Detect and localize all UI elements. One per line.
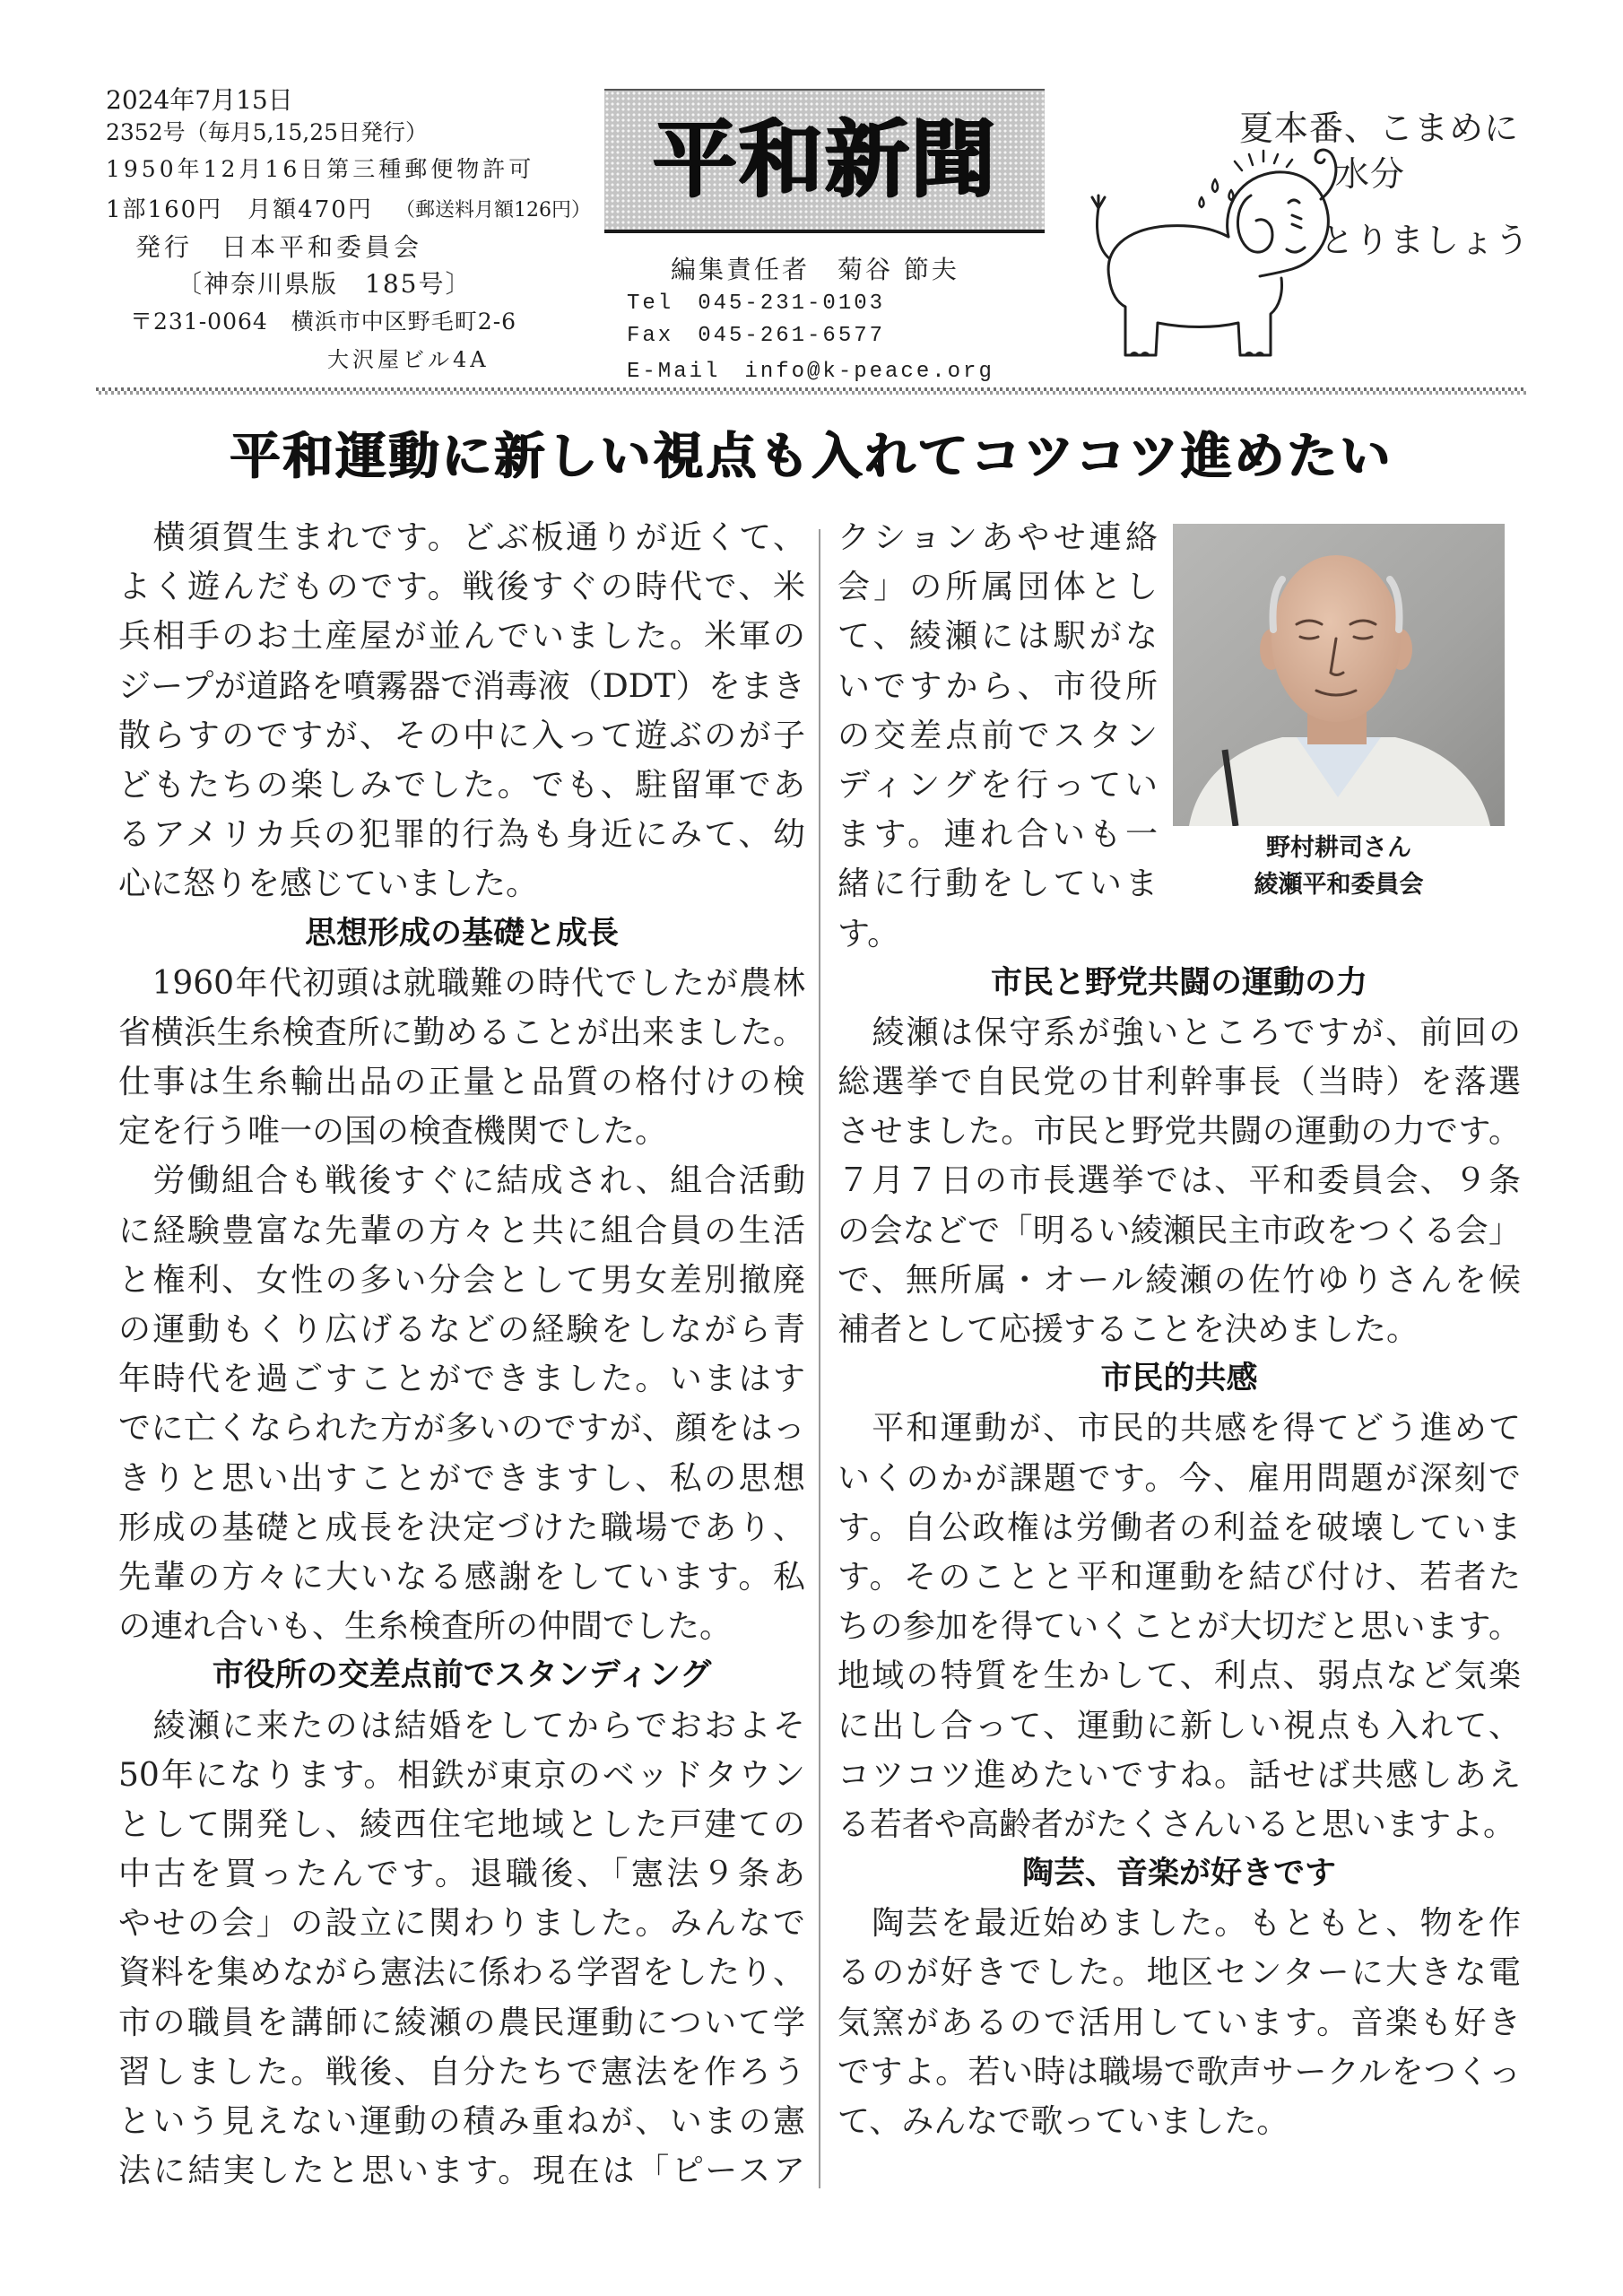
postal-permit: 1950年12月16日第三種郵便物許可: [106, 156, 535, 182]
section-heading: 市役所の交差点前でスタンディング: [212, 1657, 712, 1694]
publisher: 発行 日本平和委員会: [135, 232, 423, 262]
body-line: 中古を買ったんです。退職後、「憲法９条あ: [118, 1856, 805, 1893]
body-line: 年時代を過ごすことができました。いまはす: [118, 1361, 805, 1398]
fax: Fax 045-261-6577: [627, 324, 886, 348]
body-line: 法に結実したと思います。現在は「ピースア: [118, 2152, 805, 2190]
body-line: 補者として応援することを決めました。: [838, 1311, 1419, 1348]
body-line: という見えない運動の積み重ねが、いまの憲: [118, 2103, 805, 2140]
body-line: の交差点前でスタン: [838, 717, 1158, 754]
elephant-legs: [1109, 278, 1282, 355]
body-line: やせの会」の設立に関わりました。みんなで: [118, 1905, 805, 1943]
body-line: 先輩の方々に大いなる感謝をしています。私: [118, 1558, 805, 1596]
elephant-face: [1287, 200, 1305, 252]
body-line: ちの参加を得ていくことが大切だと思います。: [838, 1608, 1521, 1646]
body-line: 労働組合も戦後すぐに結成され、組合活動: [118, 1162, 805, 1200]
body-line: て、みんなで歌っていました。: [838, 2103, 1289, 2140]
body-line: で、無所属・オール綾瀬の佐竹ゆりさんを候: [838, 1261, 1521, 1299]
section-heading: 市民的共感: [1100, 1361, 1258, 1397]
issue-date: 2024年7月15日: [106, 85, 293, 115]
body-line: させました。市民と野党共闘の運動の力です。: [838, 1113, 1521, 1151]
price: 1部160円 月額470円: [106, 196, 373, 223]
section-heading: 陶芸、音楽が好きです: [1021, 1856, 1336, 1892]
illustration-text-line: とりましょう: [1320, 221, 1531, 260]
body-line: て、綾瀬には駅がな: [838, 618, 1158, 656]
body-line: に経験豊富な先輩の方々と共に組合員の生活: [118, 1212, 805, 1249]
body-line: の会などで「明るい綾瀬民主市政をつくる会」: [838, 1212, 1521, 1249]
body-line: として開発し、綾西住宅地域とした戸建ての: [118, 1805, 805, 1843]
telephone: Tel 045-231-0103: [627, 291, 886, 316]
article-left-column: [118, 513, 805, 2196]
body-line: に出し合って、運動に新しい視点も入れて、: [838, 1707, 1521, 1744]
body-line: ます。連れ合いも一: [838, 816, 1158, 854]
newspaper-title-box: [604, 89, 1045, 233]
body-line: ジープが道路を噴霧器で消毒液（DDT）をまき: [118, 667, 805, 705]
body-line: いですから、市役所: [838, 667, 1158, 705]
body-line: 定を行う唯一の国の検査機関でした。: [118, 1113, 668, 1151]
body-line: クションあやせ連絡: [838, 519, 1158, 556]
elephant-head: [1228, 172, 1329, 276]
body-line: 総選挙で自民党の甘利幹事長（当時）を落選: [838, 1064, 1521, 1101]
edition: 〔神奈川県版 185号〕: [177, 269, 473, 299]
address: 〒231-0064 横浜市中区野毛町2-6: [130, 309, 517, 335]
section-heading: 市民と野党共闘の運動の力: [990, 964, 1367, 1001]
body-line: コツコツ進めたいですね。話せば共感しあえ: [838, 1756, 1521, 1794]
body-line: どもたちの楽しみでした。でも、駐留軍であ: [118, 766, 805, 804]
email: E-Mail info@k-peace.org: [627, 360, 994, 384]
body-line: 緒に行動をしていま: [838, 865, 1158, 903]
body-line: ですよ。若い時は職場で歌声サークルをつくっ: [838, 2053, 1521, 2091]
body-line: 50年になります。相鉄が東京のベッドタウン: [118, 1756, 805, 1794]
body-line: 市の職員を講師に綾瀬の農民運動について学: [118, 2004, 805, 2041]
body-line: す。そのことと平和運動を結び付け、若者た: [838, 1558, 1521, 1596]
body-line: るのが好きでした。地区センターに大きな電: [838, 1954, 1521, 1992]
body-line: ディングを行ってい: [838, 766, 1158, 804]
body-line: いくのかが課題です。今、雇用問題が深刻で: [838, 1459, 1521, 1497]
body-line: る若者や高齢者がたくさんいると思いますよ。: [838, 1805, 1516, 1843]
elephant-back: [1108, 226, 1228, 278]
elephant-tail: [1092, 196, 1109, 258]
body-line: 習しました。戦後、自分たちで憲法を作ろう: [118, 2053, 805, 2091]
issue-number: 2352号（毎月5,15,25日発行）: [106, 119, 429, 145]
body-line: 地域の特質を生かして、利点、弱点など気楽: [838, 1657, 1521, 1695]
body-line: と権利、女性の多い分会として男女差別撤廃: [118, 1261, 805, 1299]
body-line: 資料を集めながら憲法に係わる学習をしたり、: [118, 1954, 805, 1992]
body-line: でに亡くなられた方が多いのですが、顔をはっ: [118, 1410, 805, 1448]
editor-in-charge: 編集責任者 菊谷 節夫: [671, 255, 959, 284]
illustration-text-line: 水分: [1335, 154, 1406, 194]
body-line: の連れ合いも、生糸検査所の仲間でした。: [118, 1608, 733, 1646]
body-line: 平和運動が、市民的共感を得てどう進めて: [838, 1410, 1521, 1448]
column-divider: [819, 529, 820, 2188]
body-line: 仕事は生糸輸出品の正量と品質の格付けの検: [118, 1064, 805, 1101]
body-line: 兵相手のお土産屋が並んでいました。米軍の: [118, 618, 805, 656]
body-line: ７月７日の市長選挙では、平和委員会、９条: [838, 1162, 1521, 1200]
header-separator: [96, 387, 1527, 395]
body-line: 気窯があるので活用しています。音楽も好き: [838, 2004, 1521, 2041]
body-line: す。: [838, 915, 900, 952]
elephant-spraying-water-icon: [1081, 144, 1350, 372]
postage-note: （郵送料月額126円）: [395, 199, 591, 222]
article-headline: 平和運動に新しい視点も入れてコツコツ進めたい: [230, 428, 1393, 486]
body-line: 会」の所属団体とし: [838, 569, 1158, 606]
body-line: 散らすのですが、その中に入って遊ぶのが子: [118, 717, 805, 754]
newspaper-title: 平和新聞: [652, 111, 997, 209]
body-line: 省横浜生糸検査所に勤めることが出来ました。: [118, 1013, 805, 1051]
body-line: す。自公政権は労働者の利益を破壊していま: [838, 1509, 1521, 1546]
body-line: 綾瀬に来たのは結婚をしてからでおおよそ: [118, 1707, 805, 1744]
body-line: よく遊んだものです。戦後すぐの時代で、米: [118, 569, 805, 606]
section-heading: 思想形成の基礎と成長: [304, 915, 619, 952]
body-line: るアメリカ兵の犯罪的行為も身近にみて、幼: [118, 816, 805, 854]
caption-name: 野村耕司さん: [1266, 834, 1411, 862]
building-name: 大沢屋ビル4A: [327, 347, 490, 372]
body-line: 1960年代初頭は就職難の時代でしたが農林: [118, 964, 805, 1002]
body-line: 心に怒りを感じていました。: [118, 865, 539, 903]
caption-affiliation: 綾瀬平和委員会: [1254, 871, 1424, 899]
elephant-ear: [1237, 196, 1272, 252]
body-line: の運動もくり広げるなどの経験をしながら青: [118, 1311, 805, 1348]
illustration-text-line: 夏本番、こまめに: [1239, 109, 1520, 148]
portrait-photo: [1173, 524, 1505, 826]
body-line: きりと思い出すことができますし、私の思想: [118, 1459, 805, 1497]
body-line: 形成の基礎と成長を決定づけた職場であり、: [118, 1509, 805, 1546]
body-line: 陶芸を最近始めました。もともと、物を作: [838, 1905, 1521, 1943]
body-line: 横須賀生まれです。どぶ板通りが近くて、: [118, 519, 805, 556]
body-line: 綾瀬は保守系が強いところですが、前回の: [838, 1013, 1521, 1051]
photo-caption: [1173, 830, 1505, 903]
